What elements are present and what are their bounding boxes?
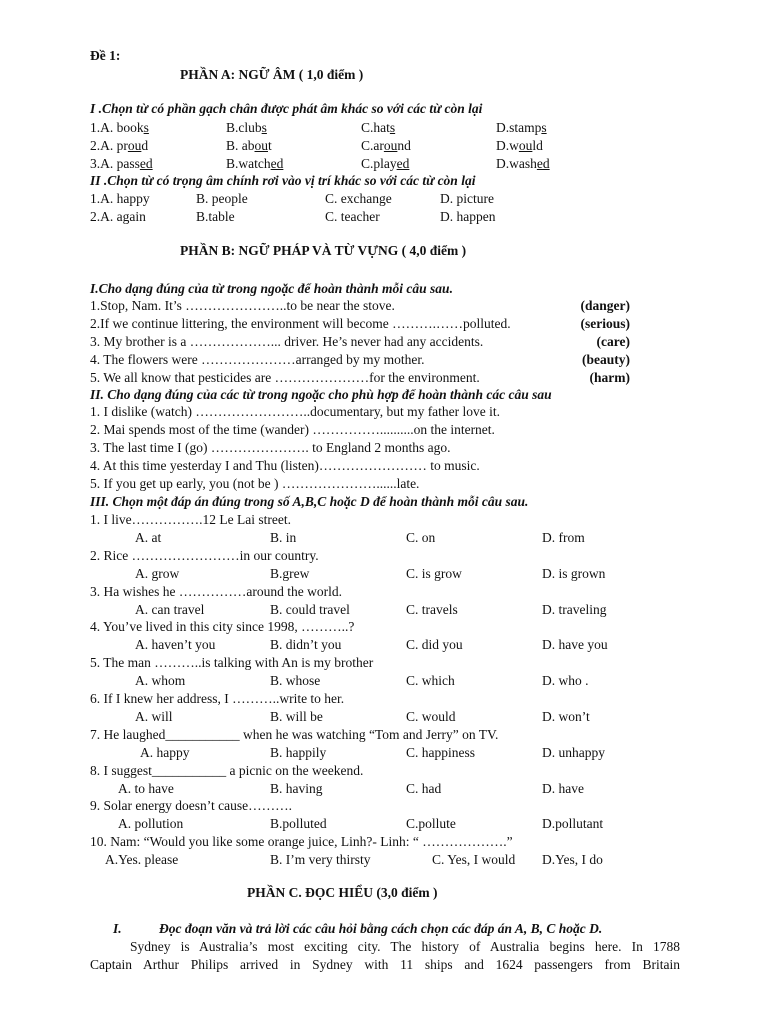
mcq-option: D.Yes, I do bbox=[542, 852, 603, 868]
mcq-option: D.pollutant bbox=[542, 816, 604, 832]
mcq-option: C. happiness bbox=[406, 744, 475, 760]
phonetic-option: C.around bbox=[361, 138, 411, 153]
stress-option: 1.A. happy bbox=[90, 191, 150, 206]
stress-option: C. teacher bbox=[325, 209, 380, 224]
stress-option: D. picture bbox=[440, 191, 494, 206]
stress-option: C. exchange bbox=[325, 191, 392, 206]
mcq-option: B. whose bbox=[270, 673, 321, 689]
phonetic-option: C.played bbox=[361, 156, 410, 171]
stress-option: B. people bbox=[196, 191, 248, 206]
word-form-sentence: 5. We all know that pesticides are …………………for the environment. bbox=[90, 370, 480, 385]
mcq-option: A. to have bbox=[118, 780, 174, 796]
mcq-option: B. will be bbox=[270, 709, 323, 724]
section-b-title: PHẦN B: NGỮ PHÁP VÀ TỪ VỰNG ( 4,0 điểm ) bbox=[180, 243, 467, 258]
mcq-option: D. unhappy bbox=[542, 744, 605, 760]
mcq-option: D. from bbox=[542, 530, 585, 545]
section-b-part3-title: III. Chọn một đáp án đúng trong số A,B,C hoặc D để hoàn thành mỗi câu sau. bbox=[90, 494, 529, 509]
mcq-option: C. would bbox=[406, 709, 456, 724]
reading-passage bbox=[90, 938, 680, 974]
mcq-option: B. I’m very thirsty bbox=[270, 852, 371, 868]
word-form-sentence: 3. My brother is a ………………... driver. He’s never had any accidents. bbox=[90, 334, 484, 349]
phonetic-option: 3.A. passed bbox=[90, 156, 153, 171]
mcq-option: A. pollution bbox=[118, 816, 184, 832]
phonetic-option: B.clubs bbox=[226, 120, 267, 135]
mcq-option: A. grow bbox=[135, 565, 180, 581]
phonetic-option: B.watched bbox=[226, 156, 284, 171]
mcq-question: 4. You’ve lived in this city since 1998, ………..? bbox=[90, 619, 355, 635]
phonetic-option: 1.A. books bbox=[90, 120, 149, 135]
mcq-option: C. is grow bbox=[406, 565, 462, 581]
verb-form-sentence: 1. I dislike (watch) ……………………..documentary, but my father love it. bbox=[90, 404, 501, 419]
verb-form-sentence: 3. The last time I (go) …………………. to England 2 months ago. bbox=[90, 440, 451, 455]
passage-line: Sydney is Australia’s most exciting city. The history of Australia begins here. In 1788 bbox=[130, 939, 680, 954]
stress-option: B.table bbox=[196, 209, 235, 224]
mcq-option: B. could travel bbox=[270, 601, 350, 617]
mcq-question: 5. The man ………..is talking with An is my brother bbox=[90, 655, 374, 671]
word-form-hint: (beauty) bbox=[582, 352, 630, 367]
section-c-title: PHẦN C. ĐỌC HIỂU (3,0 điểm ) bbox=[247, 885, 438, 900]
mcq-option: B.grew bbox=[270, 565, 310, 581]
mcq-option: C. which bbox=[406, 673, 455, 689]
mcq-option: B.polluted bbox=[270, 816, 327, 832]
mcq-option: C. did you bbox=[406, 637, 463, 653]
mcq-question: 9. Solar energy doesn’t cause………. bbox=[90, 798, 292, 814]
mcq-option: B. happily bbox=[270, 744, 327, 760]
word-form-sentence: 4. The flowers were …………………arranged by my mother. bbox=[90, 352, 425, 367]
mcq-option: B. having bbox=[270, 780, 323, 796]
word-form-sentence: 2.If we continue littering, the environment will become ……….……polluted. bbox=[90, 316, 511, 331]
mcq-question: 7. He laughed___________ when he was watching “Tom and Jerry” on TV. bbox=[90, 726, 499, 742]
mcq-option: A. will bbox=[135, 709, 173, 724]
word-form-hint: (care) bbox=[596, 334, 630, 349]
mcq-option: D. who . bbox=[542, 673, 589, 689]
mcq-option: A. happy bbox=[140, 744, 190, 760]
mcq-option: D. is grown bbox=[542, 565, 606, 581]
mcq-question: 1. I live…………….12 Le Lai street. bbox=[90, 512, 291, 527]
mcq-option: C. Yes, I would bbox=[432, 852, 516, 868]
mcq-option: B. in bbox=[270, 530, 297, 545]
stress-option: D. happen bbox=[440, 209, 496, 224]
section-c-part1-number: I. bbox=[113, 921, 122, 936]
word-form-hint: (serious) bbox=[580, 316, 630, 331]
section-a-part2-title: II .Chọn từ có trọng âm chính rơi vào vị trí khác so với các từ còn lại bbox=[90, 173, 476, 188]
mcq-option: C.pollute bbox=[406, 816, 456, 832]
mcq-option: D. have bbox=[542, 780, 584, 796]
mcq-option: A.Yes. please bbox=[105, 852, 179, 868]
mcq-question: 10. Nam: “Would you like some orange juice, Linh?- Linh: “ ……………….” bbox=[90, 834, 513, 850]
mcq-question: 8. I suggest___________ a picnic on the weekend. bbox=[90, 762, 364, 778]
phonetic-option: D.would bbox=[496, 138, 543, 153]
mcq-option: D. have you bbox=[542, 637, 608, 653]
mcq-question: 3. Ha wishes he ……………around the world. bbox=[90, 583, 342, 599]
phonetic-option: 2.A. proud bbox=[90, 138, 149, 153]
word-form-sentence: 1.Stop, Nam. It’s …………………..to be near the stove. bbox=[90, 298, 395, 313]
section-b-part1-title: I.Cho dạng đúng của từ trong ngoặc để hoàn thành mỗi câu sau. bbox=[90, 281, 453, 296]
phonetic-option: C.hats bbox=[361, 120, 396, 135]
mcq-option: A. whom bbox=[135, 673, 186, 689]
mcq-option: C. travels bbox=[406, 601, 458, 617]
mcq-option: D. traveling bbox=[542, 601, 607, 617]
mcq-option: C. on bbox=[406, 530, 436, 545]
verb-form-sentence: 4. At this time yesterday I and Thu (listen)…………………… to music. bbox=[90, 458, 480, 473]
verb-form-sentence: 2. Mai spends most of the time (wander) ……………..........on the internet. bbox=[90, 422, 495, 437]
phonetic-option: D.stamps bbox=[496, 120, 547, 135]
stress-option: 2.A. again bbox=[90, 209, 146, 224]
phonetic-option: B. about bbox=[226, 138, 272, 153]
mcq-question: 6. If I knew her address, I ………..write to her. bbox=[90, 691, 345, 706]
mcq-option: B. didn’t you bbox=[270, 637, 342, 653]
exam-label: Đề 1: bbox=[90, 48, 121, 63]
section-c-part1-title: Đọc đoạn văn và trả lời các câu hỏi bằng cách chọn các đáp án A, B, C hoặc D. bbox=[159, 921, 603, 936]
section-a-part1-title: I .Chọn từ có phần gạch chân được phát âm khác so với các từ còn lại bbox=[90, 101, 483, 116]
passage-line: Captain Arthur Philips arrived in Sydney with 11 ships and 1624 passengers from Britain bbox=[90, 957, 680, 972]
mcq-option: C. had bbox=[406, 780, 442, 796]
mcq-option: D. won’t bbox=[542, 709, 590, 724]
word-form-hint: (harm) bbox=[589, 370, 630, 385]
mcq-option: A. at bbox=[135, 530, 162, 545]
section-b-part2-title: II. Cho dạng đúng của các từ trong ngoặc cho phù hợp để hoàn thành các câu sau bbox=[90, 387, 552, 402]
mcq-option: A. can travel bbox=[135, 601, 205, 617]
phonetic-option: D.washed bbox=[496, 156, 550, 171]
section-a-title: PHẦN A: NGỮ ÂM ( 1,0 điểm ) bbox=[180, 67, 364, 82]
mcq-question: 2. Rice ……………………in our country. bbox=[90, 547, 319, 563]
word-form-hint: (danger) bbox=[580, 298, 630, 313]
verb-form-sentence: 5. If you get up early, you (not be ) …………………......late. bbox=[90, 476, 420, 491]
mcq-option: A. haven’t you bbox=[135, 637, 216, 653]
